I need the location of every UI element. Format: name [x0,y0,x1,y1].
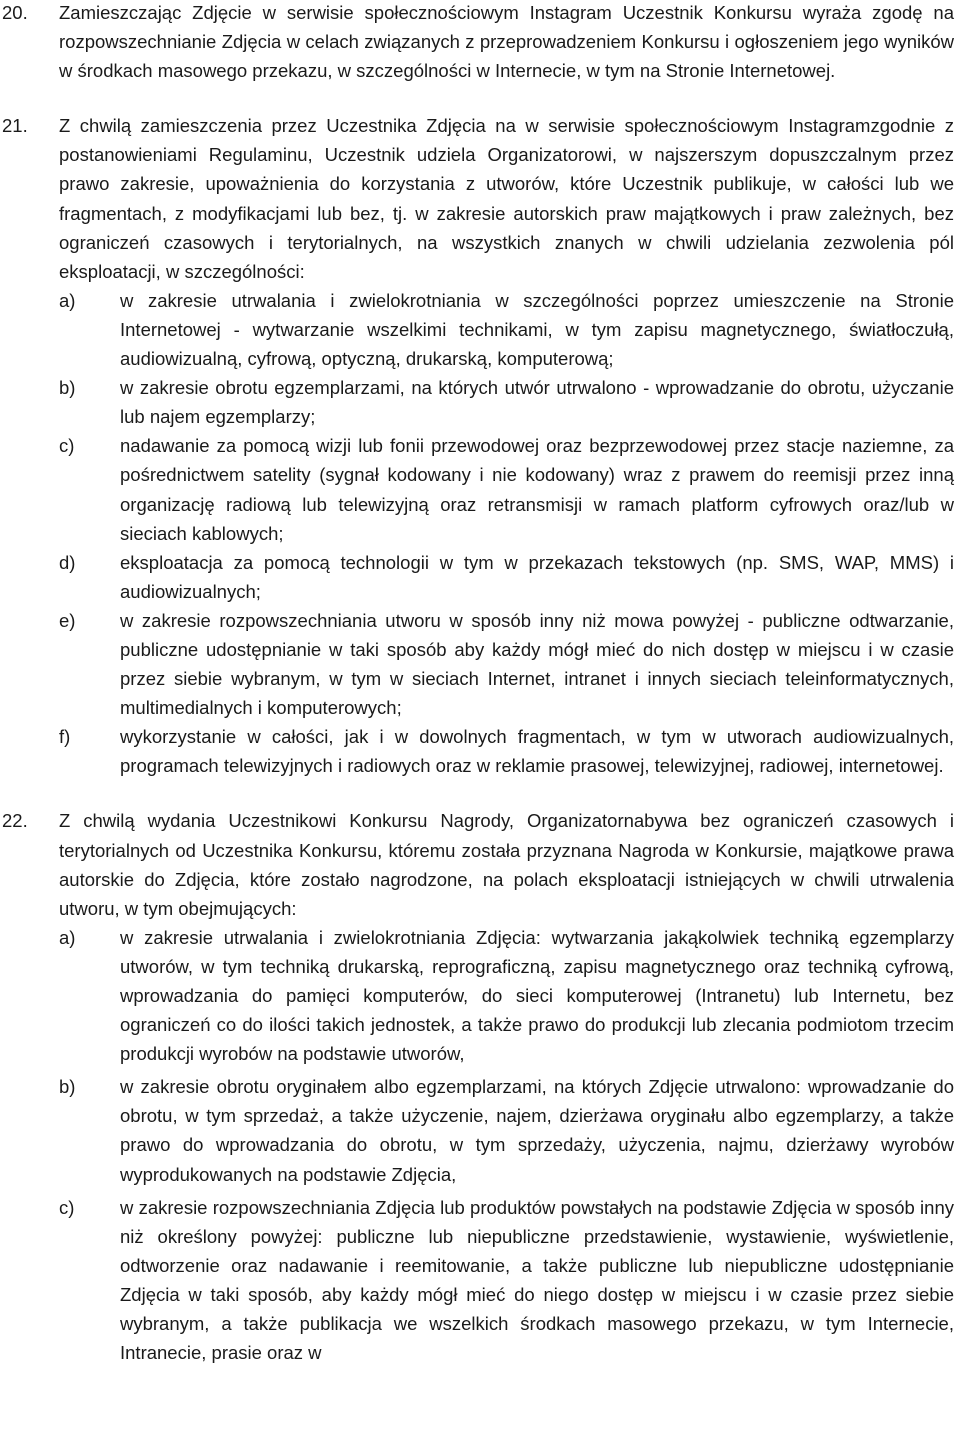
list-item-a [59,286,954,373]
clause-number: 22. [2,810,28,832]
list-item-text: w zakresie utrwalania i zwielokrotniania w szczególności poprzez umieszczenie na Stronie Internetowej - wytwarzanie wszelkimi technikami, w tym zapisu magnetycznego, światłoczułą, audiowizualną, cyfrową, optyczną, drukarską, komputerową; [120,289,954,370]
list-item-text: wykorzystanie w całości, jak i w dowolnych fragmentach, w tym w utworach audiowizualnych, programach telewizyjnych i radiowych oraz w reklamie prasowej, telewizyjnej, radiowej, internetowej. [120,726,954,777]
list-item-text: eksploatacja za pomocą technologii w tym w przekazach tekstowych (np. SMS, WAP, MMS) i audiowizualnych; [120,551,954,602]
list-item-text: w zakresie utrwalania i zwielokrotniania Zdjęcia: wytwarzania jakąkolwiek techniką egzemplarzy utworów, w tym techniką drukarską, reprograficzną, zapisu magnetycznego oraz techniką cyfrową, wprowadzania do pamięci komputerów, do sieci komputerowej (Intranetu) lub Internetu, bez ograniczeń co do ilości takich jednostek, a także prawo do produkcji lub zlecania podmiotom trzecim produkcji wyrobów na podstawie utworów, [120,926,954,1065]
list-item-d [59,548,954,606]
list-item-c [59,1193,954,1368]
list-item-text: w zakresie rozpowszechniania Zdjęcia lub produktów powstałych na podstawie Zdjęcia w sposób inny niż określony powyżej: publiczne lub niepubliczne przedstawienie, wystawienie, wyświetlenie, odtworzenie oraz nadawanie i reemitowanie, a także publiczne lub niepubliczne udostępnianie Zdjęcia w taki sposób, aby każdy mógł mieć do niego dostęp w miejscu i w czasie przez siebie wybranym, a także publikacja we wszelkich środkach masowego przekazu, w tym Internecie, Intranecie, prasie oraz w [120,1196,954,1364]
list-item-label: c) [59,435,75,457]
list-item-e [59,606,954,722]
list-item-text: w zakresie obrotu egzemplarzami, na których utwór utrwalono - wprowadzanie do obrotu, użyczanie lub najem egzemplarzy; [120,377,954,428]
list-item-label: b) [59,377,76,399]
clause-21 [2,111,954,780]
list-item-label: f) [59,726,71,748]
list-item-label: d) [59,551,76,573]
clause-number: 21. [2,115,28,137]
list-item-text: w zakresie obrotu oryginałem albo egzemplarzami, na których Zdjęcie utrwalono: wprowadzanie do obrotu, w tym sprzedaż, a także użyczenie, najem, dzierżawa oryginału albo egzemplarzy, a także prawo do wprowadzania do obrotu, w tym sprzedaży, użyczenia, najmu, dzierżawy wyrobów wyprodukowanych na podstawie Zdjęcia, [120,1076,954,1185]
clause-text: Zamieszczając Zdjęcie w serwisie społecznościowym Instagram Uczestnik Konkursu wyraża zgodę na rozpowszechnianie Zdjęcia w celach związanych z przeprowadzeniem Konkursu i ogłoszeniem jego wyników w środkach masowego przekazu, w szczególności w Internecie, w tym na Stronie Internetowej. [59,2,954,82]
list-item-label: c) [59,1196,75,1218]
list-item-b [59,1072,954,1188]
list-item-c [59,431,954,547]
list-item-a [59,923,954,1068]
clause-body [59,0,954,85]
clause-text: Z chwilą zamieszczenia przez Uczestnika Zdjęcia na w serwisie społecznościowym Instagramzgodnie z postanowieniami Regulaminu, Uczestnik udziela Organizatorowi, w najszerszym dopuszczalnym przez prawo zakresie, upoważnienia do korzystania z utworów, które Uczestnik publikuje, w całości lub we fragmentach, z modyfikacjami lub bez, tj. w zakresie autorskich praw majątkowych i praw zależnych, bez ograniczeń czasowych i terytorialnych, na wszystkich znanych w chwili udzielania zezwolenia pól eksploatacji, w szczególności: [59,115,954,282]
clause-text: Z chwilą wydania Uczestnikowi Konkursu Nagrody, Organizatornabywa bez ograniczeń czasowych i terytorialnych od Uczestnika Konkursu, któremu została przyznana Nagroda w Konkursie, majątkowe prawa autorskie do Zdjęcia, które zostało nagrodzone, na polach eksploatacji istniejących w chwili utrwalenia utworu, w tym obejmujących: [59,810,954,919]
list-item-label: a) [59,289,76,311]
clause-20 [2,0,954,85]
list-item-text: nadawanie za pomocą wizji lub fonii przewodowej oraz bezprzewodowej przez stacje naziemne, za pośrednictwem satelity (sygnał kodowany i nie kodowany) wraz z prawem do reemisji przez inną organizację radiową lub telewizyjną oraz retransmisji w ramach platform cyfrowych oraz/lub w sieciach kablowych; [120,435,954,544]
list-item-label: a) [59,926,76,948]
clause-number: 20. [2,2,28,23]
list-item-f [59,722,954,780]
list-item-label: e) [59,609,76,631]
clause-body [59,806,954,1367]
list-item-b [59,373,954,431]
list-item-text: w zakresie rozpowszechniania utworu w sposób inny niż mowa powyżej - publiczne odtwarzanie, publiczne udostępnianie w taki sposób aby każdy mógł mieć do nich dostęp w miejscu i w czasie przez siebie wybranym, w tym w sieciach Internet, intranet i innych sieciach teleinformatycznych, multimedialnych i komputerowych; [120,609,954,719]
list-item-label: b) [59,1076,76,1098]
clause-22 [2,806,954,1367]
clause-body [59,111,954,780]
